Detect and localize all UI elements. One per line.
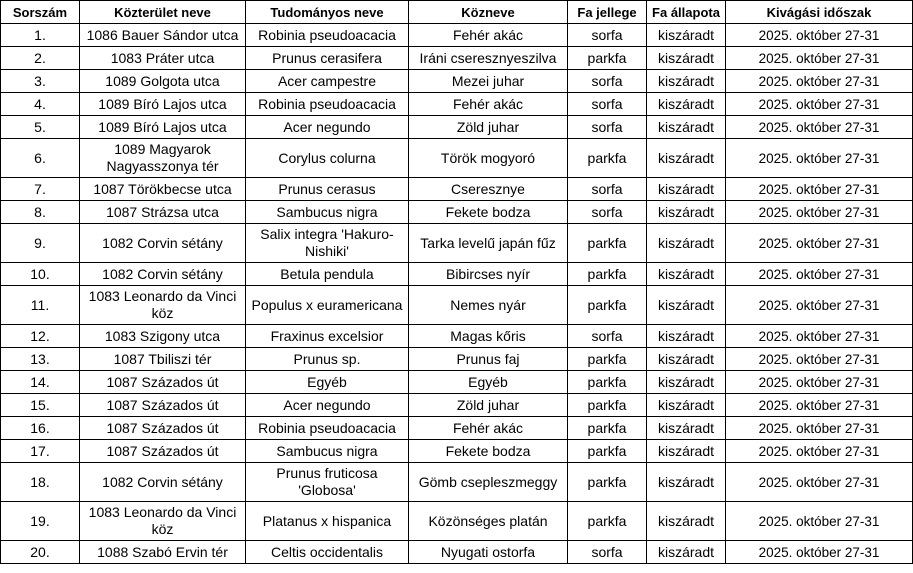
table-row [1,263,913,286]
cell-fa-jellege: sorfa [568,201,647,224]
cell-kozterulet: 1089 Bíró Lajos utca [80,116,246,139]
cell-tudomanyos: Celtis occidentalis [246,541,409,564]
cell-fa-jellege: sorfa [568,178,647,201]
cell-kozterulet: 1087 Százados út [80,440,246,463]
table-row [1,502,913,541]
cell-kozterulet: 1083 Práter utca [80,47,246,70]
cell-kozneve: Fehér akác [409,417,568,440]
table-row [1,116,913,139]
cell-fa-jellege: parkfa [568,139,647,178]
cell-fa-jellege: sorfa [568,24,647,47]
cell-tudomanyos: Betula pendula [246,263,409,286]
cell-fa-jellege: parkfa [568,502,647,541]
cell-sorszam: 3. [1,70,80,93]
cell-fa-allapota: kiszáradt [647,286,726,325]
cell-kivagasi-idoszak: 2025. október 27-31 [726,286,913,325]
cell-kozterulet: 1086 Bauer Sándor utca [80,24,246,47]
cell-kozterulet: 1088 Szabó Ervin tér [80,541,246,564]
cell-fa-jellege: parkfa [568,47,647,70]
table-row [1,440,913,463]
cell-kozneve: Egyéb [409,371,568,394]
table-row [1,139,913,178]
cell-fa-allapota: kiszáradt [647,263,726,286]
cell-fa-jellege: parkfa [568,417,647,440]
cell-sorszam: 19. [1,502,80,541]
cell-kozterulet: 1087 Százados út [80,394,246,417]
cell-kozneve: Nyugati ostorfa [409,541,568,564]
cell-kozterulet: 1083 Szigony utca [80,325,246,348]
cell-sorszam: 18. [1,463,80,502]
cell-fa-jellege: sorfa [568,325,647,348]
cell-fa-allapota: kiszáradt [647,47,726,70]
cell-kivagasi-idoszak: 2025. október 27-31 [726,417,913,440]
cell-kozterulet: 1083 Leonardo da Vinci köz [80,502,246,541]
cell-fa-allapota: kiszáradt [647,371,726,394]
header-kozterulet: Közterület neve [80,1,246,24]
cell-sorszam: 11. [1,286,80,325]
cell-sorszam: 10. [1,263,80,286]
cell-fa-allapota: kiszáradt [647,417,726,440]
cell-kozneve: Prunus faj [409,348,568,371]
cell-fa-jellege: parkfa [568,371,647,394]
cell-fa-jellege: sorfa [568,116,647,139]
cell-sorszam: 2. [1,47,80,70]
table-row [1,286,913,325]
cell-fa-allapota: kiszáradt [647,394,726,417]
cell-tudomanyos: Corylus colurna [246,139,409,178]
table-row [1,541,913,564]
cell-kozneve: Fekete bodza [409,201,568,224]
table-row [1,325,913,348]
cell-kozterulet: 1082 Corvin sétány [80,224,246,263]
cell-kozneve: Cseresznye [409,178,568,201]
cell-fa-allapota: kiszáradt [647,139,726,178]
cell-sorszam: 7. [1,178,80,201]
cell-kozterulet: 1087 Strázsa utca [80,201,246,224]
cell-sorszam: 20. [1,541,80,564]
cell-sorszam: 8. [1,201,80,224]
cell-kozneve: Mezei juhar [409,70,568,93]
cell-kozneve: Gömb csepleszmeggy [409,463,568,502]
cell-fa-allapota: kiszáradt [647,24,726,47]
cell-kozneve: Zöld juhar [409,394,568,417]
cell-fa-jellege: sorfa [568,541,647,564]
cell-kivagasi-idoszak: 2025. október 27-31 [726,502,913,541]
cell-tudomanyos: Sambucus nigra [246,201,409,224]
table-row [1,348,913,371]
cell-tudomanyos: Prunus sp. [246,348,409,371]
cell-sorszam: 1. [1,24,80,47]
header-fa-allapota: Fa állapota [647,1,726,24]
cell-sorszam: 4. [1,93,80,116]
cell-fa-jellege: parkfa [568,224,647,263]
cell-sorszam: 6. [1,139,80,178]
cell-tudomanyos: Platanus x hispanica [246,502,409,541]
cell-fa-allapota: kiszáradt [647,502,726,541]
cell-fa-jellege: parkfa [568,286,647,325]
cell-fa-jellege: sorfa [568,70,647,93]
cell-kivagasi-idoszak: 2025. október 27-31 [726,263,913,286]
cell-kozneve: Zöld juhar [409,116,568,139]
cell-tudomanyos: Robinia pseudoacacia [246,24,409,47]
header-kivagasi-idoszak: Kivágási időszak [726,1,913,24]
cell-kozterulet: 1087 Törökbecse utca [80,178,246,201]
table-row [1,371,913,394]
cell-fa-jellege: parkfa [568,463,647,502]
cell-sorszam: 12. [1,325,80,348]
header-kozneve: Közneve [409,1,568,24]
table-row [1,93,913,116]
cell-kivagasi-idoszak: 2025. október 27-31 [726,201,913,224]
cell-kivagasi-idoszak: 2025. október 27-31 [726,348,913,371]
table-row [1,178,913,201]
table-row [1,463,913,502]
cell-kivagasi-idoszak: 2025. október 27-31 [726,70,913,93]
cell-tudomanyos: Sambucus nigra [246,440,409,463]
cell-fa-allapota: kiszáradt [647,348,726,371]
cell-kivagasi-idoszak: 2025. október 27-31 [726,139,913,178]
cell-tudomanyos: Robinia pseudoacacia [246,93,409,116]
cell-fa-allapota: kiszáradt [647,440,726,463]
cell-kivagasi-idoszak: 2025. október 27-31 [726,24,913,47]
cell-fa-allapota: kiszáradt [647,70,726,93]
cell-tudomanyos: Robinia pseudoacacia [246,417,409,440]
cell-kivagasi-idoszak: 2025. október 27-31 [726,541,913,564]
cell-kozneve: Török mogyoró [409,139,568,178]
cell-tudomanyos: Egyéb [246,371,409,394]
cell-tudomanyos: Acer campestre [246,70,409,93]
cell-tudomanyos: Salix integra 'Hakuro-Nishiki' [246,224,409,263]
cell-fa-jellege: parkfa [568,394,647,417]
header-tudomanyos: Tudományos neve [246,1,409,24]
cell-tudomanyos: Acer negundo [246,116,409,139]
table-row [1,70,913,93]
table-row [1,24,913,47]
cell-sorszam: 17. [1,440,80,463]
cell-tudomanyos: Populus x euramericana [246,286,409,325]
cell-tudomanyos: Prunus cerasus [246,178,409,201]
cell-kivagasi-idoszak: 2025. október 27-31 [726,47,913,70]
cell-tudomanyos: Prunus cerasifera [246,47,409,70]
header-row [1,1,913,24]
table-row [1,394,913,417]
cell-kivagasi-idoszak: 2025. október 27-31 [726,325,913,348]
header-sorszam: Sorszám [1,1,80,24]
cell-kozterulet: 1089 Bíró Lajos utca [80,93,246,116]
cell-fa-allapota: kiszáradt [647,224,726,263]
cell-kivagasi-idoszak: 2025. október 27-31 [726,394,913,417]
cell-fa-allapota: kiszáradt [647,463,726,502]
header-fa-jellege: Fa jellege [568,1,647,24]
cell-fa-jellege: parkfa [568,348,647,371]
cell-sorszam: 9. [1,224,80,263]
cell-kozneve: Fehér akác [409,93,568,116]
cell-kozterulet: 1082 Corvin sétány [80,463,246,502]
cell-kivagasi-idoszak: 2025. október 27-31 [726,116,913,139]
cell-fa-allapota: kiszáradt [647,178,726,201]
cell-kozterulet: 1087 Százados út [80,417,246,440]
cell-kozneve: Fehér akác [409,24,568,47]
table-row [1,201,913,224]
cell-sorszam: 5. [1,116,80,139]
cell-kivagasi-idoszak: 2025. október 27-31 [726,463,913,502]
cell-kozneve: Tarka levelű japán fűz [409,224,568,263]
cell-tudomanyos: Prunus fruticosa 'Globosa' [246,463,409,502]
cell-kozterulet: 1082 Corvin sétány [80,263,246,286]
cell-kivagasi-idoszak: 2025. október 27-31 [726,371,913,394]
cell-fa-allapota: kiszáradt [647,201,726,224]
cell-fa-jellege: parkfa [568,263,647,286]
cell-kozneve: Bibircses nyír [409,263,568,286]
table-row [1,417,913,440]
cell-kozneve: Közönséges platán [409,502,568,541]
cell-kivagasi-idoszak: 2025. október 27-31 [726,440,913,463]
cell-kozneve: Fekete bodza [409,440,568,463]
cell-kozterulet: 1087 Tbiliszi tér [80,348,246,371]
cell-kivagasi-idoszak: 2025. október 27-31 [726,224,913,263]
cell-tudomanyos: Acer negundo [246,394,409,417]
table-row [1,224,913,263]
cell-kivagasi-idoszak: 2025. október 27-31 [726,93,913,116]
cell-sorszam: 14. [1,371,80,394]
cell-kozneve: Nemes nyár [409,286,568,325]
cell-fa-allapota: kiszáradt [647,116,726,139]
cell-sorszam: 15. [1,394,80,417]
cell-kozterulet: 1087 Százados út [80,371,246,394]
cell-kozterulet: 1083 Leonardo da Vinci köz [80,286,246,325]
cell-sorszam: 16. [1,417,80,440]
cell-kozterulet: 1089 Golgota utca [80,70,246,93]
table-row [1,47,913,70]
cell-fa-allapota: kiszáradt [647,541,726,564]
cell-fa-jellege: parkfa [568,440,647,463]
cell-kivagasi-idoszak: 2025. október 27-31 [726,178,913,201]
cell-fa-jellege: sorfa [568,93,647,116]
cell-kozterulet: 1089 Magyarok Nagyasszonya tér [80,139,246,178]
cell-fa-allapota: kiszáradt [647,325,726,348]
cell-sorszam: 13. [1,348,80,371]
cell-tudomanyos: Fraxinus excelsior [246,325,409,348]
cell-kozneve: Iráni cseresznyeszilva [409,47,568,70]
cell-kozneve: Magas kőris [409,325,568,348]
table-body [1,24,913,564]
cell-fa-allapota: kiszáradt [647,93,726,116]
